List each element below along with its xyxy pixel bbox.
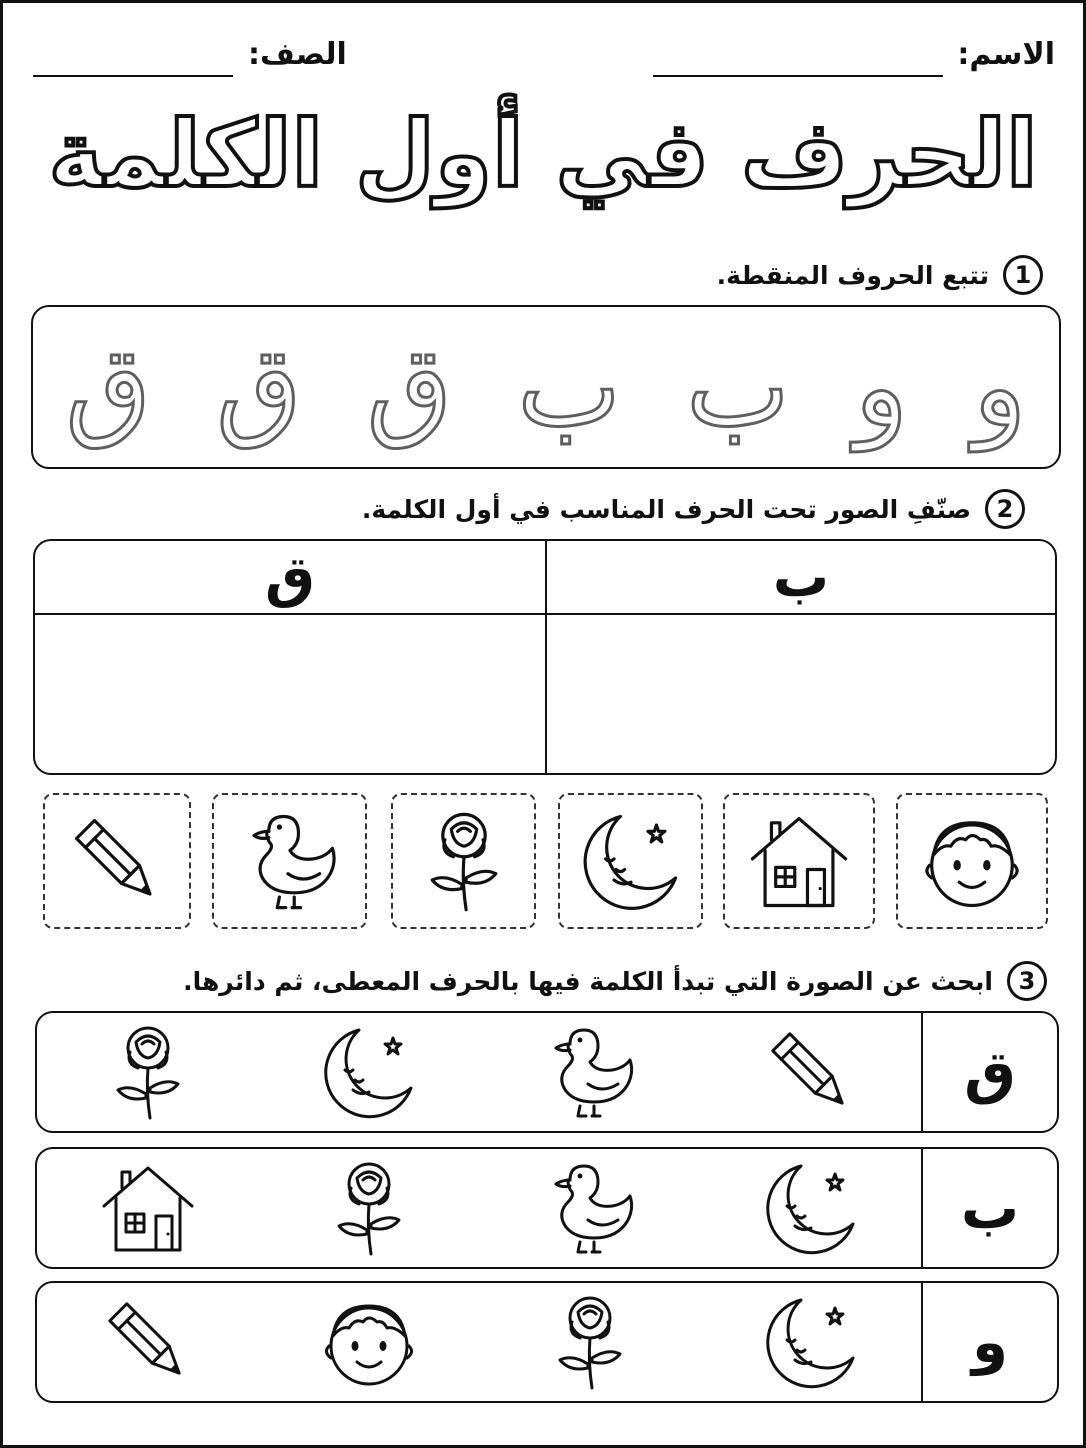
- trace-letter[interactable]: ق: [366, 323, 453, 451]
- circle-row: [35, 1147, 1059, 1269]
- section1-text: تتبع الحروف المنقطة.: [716, 260, 989, 290]
- moon-icon[interactable]: [761, 1292, 861, 1392]
- flower-icon[interactable]: [540, 1292, 640, 1392]
- moon-icon[interactable]: [319, 1022, 419, 1122]
- picture-card[interactable]: [723, 793, 875, 929]
- sort-header-qaf: ق: [35, 541, 545, 615]
- house-icon[interactable]: [746, 808, 852, 914]
- page-title: [3, 101, 1083, 208]
- section3-number: 3: [1007, 961, 1047, 1001]
- picture-card[interactable]: [896, 793, 1048, 929]
- trace-letter[interactable]: ب: [686, 323, 790, 451]
- house-icon[interactable]: [98, 1158, 198, 1258]
- tracing-box: [31, 305, 1061, 469]
- section3-text: ابحث عن الصورة التي تبدأ الكلمة فيها بالحرف المعطى، ثم دائرها.: [183, 966, 993, 996]
- flower-icon[interactable]: [319, 1158, 419, 1258]
- section2-instruction: [362, 489, 1025, 529]
- moon-icon[interactable]: [578, 808, 684, 914]
- picture-card[interactable]: [212, 793, 367, 929]
- title-text: الحرف في أول الكلمة: [48, 101, 1038, 208]
- class-line[interactable]: [33, 75, 233, 77]
- boy-face-icon[interactable]: [919, 808, 1025, 914]
- trace-letter[interactable]: ب: [517, 323, 621, 451]
- picture-card[interactable]: [43, 793, 191, 929]
- flower-icon[interactable]: [411, 808, 517, 914]
- name-line[interactable]: [653, 75, 943, 77]
- pencil-icon[interactable]: [64, 808, 170, 914]
- sort-header-ba: ب: [545, 541, 1055, 615]
- circle-row: [35, 1281, 1059, 1403]
- section2-text: صنّفِ الصور تحت الحرف المناسب في أول الكلمة.: [361, 494, 971, 524]
- trace-letter[interactable]: و: [854, 323, 909, 451]
- row-letter: ب: [921, 1149, 1057, 1267]
- section2-number: 2: [985, 489, 1025, 529]
- trace-letter[interactable]: ق: [65, 323, 151, 451]
- duck-icon[interactable]: [540, 1022, 640, 1122]
- duck-icon[interactable]: [237, 808, 343, 914]
- trace-letter[interactable]: و: [973, 323, 1027, 451]
- row-pictures: [37, 1013, 921, 1131]
- picture-card[interactable]: [558, 793, 703, 929]
- flower-icon[interactable]: [98, 1022, 198, 1122]
- section1-instruction: [717, 255, 1043, 295]
- moon-icon[interactable]: [761, 1158, 861, 1258]
- row-letter: ق: [921, 1013, 1057, 1131]
- pencil-icon[interactable]: [761, 1022, 861, 1122]
- row-pictures: [37, 1149, 921, 1267]
- tracing-letters: [33, 307, 1059, 467]
- picture-card[interactable]: [391, 793, 536, 929]
- section1-number: 1: [1003, 255, 1043, 295]
- duck-icon[interactable]: [540, 1158, 640, 1258]
- row-pictures: [37, 1283, 921, 1401]
- sort-area-qaf[interactable]: [35, 615, 545, 773]
- name-label: الاسم:: [957, 37, 1055, 72]
- sort-area-ba[interactable]: [545, 615, 1055, 773]
- pencil-icon[interactable]: [98, 1292, 198, 1392]
- circle-row: [35, 1011, 1059, 1133]
- row-letter: و: [921, 1283, 1057, 1401]
- class-label: الصف:: [248, 37, 347, 72]
- boy-face-icon[interactable]: [319, 1292, 419, 1392]
- trace-letter[interactable]: ق: [216, 323, 302, 451]
- section3-instruction: [183, 961, 1047, 1001]
- sort-table: [33, 539, 1057, 775]
